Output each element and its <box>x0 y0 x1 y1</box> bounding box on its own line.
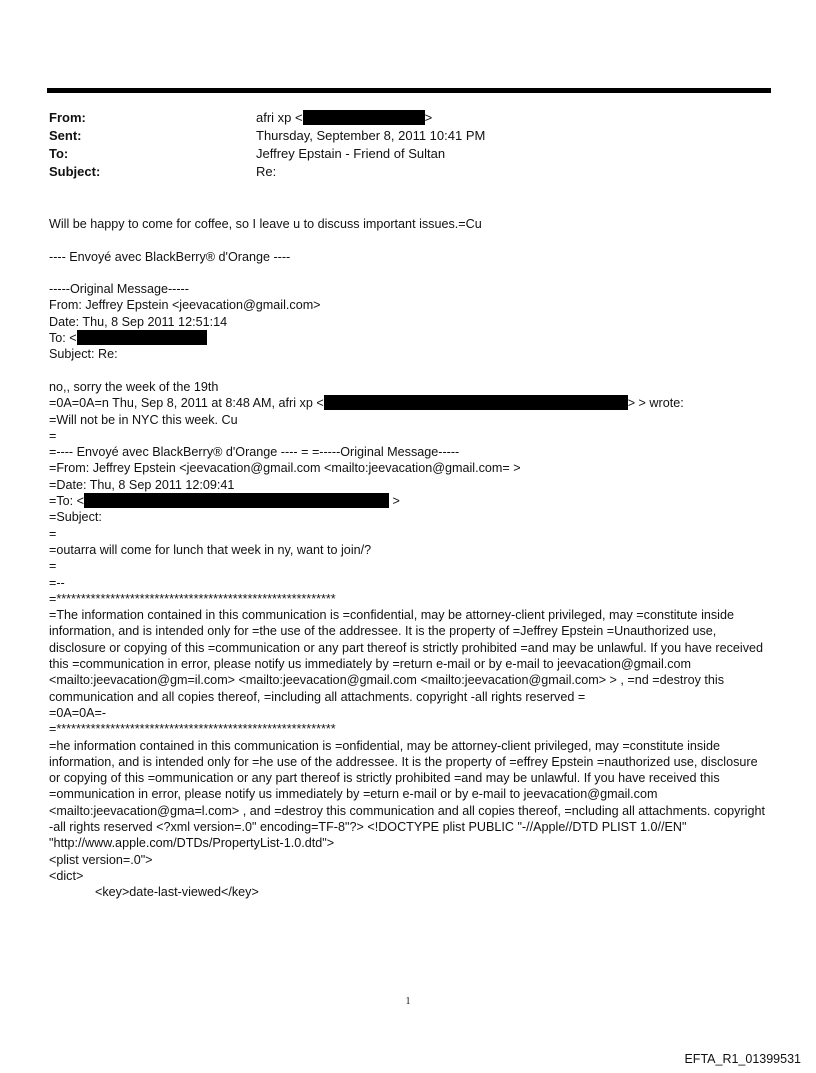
quoted-line: =outarra will come for lunch that week in ny, want to join/? <box>49 542 372 557</box>
original-to <box>49 330 771 346</box>
body-line: Will be happy to come for coffee, so I leave u to discuss important issues.=Cu <box>49 217 482 231</box>
original-message-header: -----Original Message----- <box>49 282 189 297</box>
header-rule <box>47 88 771 93</box>
separator-stars: =********************************************************* <box>49 722 336 737</box>
redaction-box <box>77 330 207 345</box>
disclaimer-text: =The information contained in this communication is =confidential, may be attorney-client privileged, may =constitute inside information, and is intended only for =the use of the addressee. It is the property of =Jeffrey Epstein =Unauthorized use, disclosure or copying of this =communication or any part thereof is strictly prohibited =and may be unlawful. If you have received this =communication in error, please notify us immediately by =return e-mail or by e-mail to jeevacation@gmail.com <mailto:jeevacation@gm=il.com> <mailto:jeevacation@gmail.com <mailto:jeevacation@gmail.com> > , =nd =destroy this communication and all copies thereof, =including all attachments. copyright -all rights reserved = <box>49 608 764 704</box>
signature-line: ---- Envoyé avec BlackBerry® d'Orange ---- <box>49 249 291 264</box>
sent-label: Sent: <box>49 128 82 143</box>
quoted-to-suffix: > <box>389 494 400 509</box>
quoted-line: =Will not be in NYC this week. Cu <box>49 412 238 427</box>
original-date: Date: Thu, 8 Sep 2011 12:51:14 <box>49 314 228 329</box>
original-subject: Subject: Re: <box>49 347 118 362</box>
original-to-text: To: < <box>49 331 77 346</box>
bates-number: EFTA_R1_01399531 <box>684 1052 801 1066</box>
page-number: 1 <box>405 996 411 1007</box>
from-close: > <box>424 110 433 125</box>
quote-attribution <box>49 395 771 411</box>
subject-label: Subject: <box>49 164 101 179</box>
separator-stars: =********************************************************* <box>49 591 336 606</box>
quoted-date: =Date: Thu, 8 Sep 2011 12:09:41 <box>49 477 235 492</box>
dict-line: <dict> <box>49 868 84 883</box>
quoted-to-prefix: =To: < <box>49 494 85 509</box>
quoted-line: = <box>49 526 57 541</box>
key-line: <key>date-last-viewed</key> <box>95 885 259 900</box>
subject-value: Re: <box>256 164 277 179</box>
reply-line: no,, sorry the week of the 19th <box>49 379 219 394</box>
quoted-line: =---- Envoyé avec BlackBerry® d'Orange ---- = =-----Original Message----- <box>49 445 460 460</box>
quoted-line: = <box>49 559 57 574</box>
quoted-to <box>49 493 771 509</box>
redaction-box <box>303 110 425 125</box>
quote-suffix: > > wrote: <box>627 396 684 411</box>
from-value <box>256 109 432 127</box>
to-value: Jeffrey Epstain - Friend of Sultan <box>256 146 446 161</box>
from-label: From: <box>49 110 86 125</box>
quote-prefix: =0A=0A=n Thu, Sep 8, 2011 at 8:48 AM, afri xp < <box>49 396 324 411</box>
quoted-line: =-- <box>49 575 65 590</box>
disclaimer-text: =he information contained in this communication is =onfidential, may be attorney-client privileged, may =constitute inside information, and is intended only for =he use of the addressee. It is the property of =effrey Epstein =nauthorized use, disclosure or copying of this =ommunication or any part thereof is strictly prohibited =and may be unlawful. If you have received this =ommunication in error, please notify us immediately by =eturn e-mail or by e-mail to jeevacation@gmail.com <mailto:jeevacation@gma=l.com> , and =destroy this communication and all copies thereof, =ncluding all attachments. copyright -all rights reserved <?xml version=.0" encoding=TF-8"?> <!DOCTYPE plist PUBLIC "-//Apple//DTD PLIST 1.0//EN" "http://www.apple.com/DTDs/PropertyList-1.0.dtd"> <box>49 738 765 851</box>
quoted-subject: =Subject: <box>49 510 102 525</box>
quoted-from: =From: Jeffrey Epstein <jeevacation@gmail.com <mailto:jeevacation@gmail.com= > <box>49 461 521 476</box>
original-from: From: Jeffrey Epstein <jeevacation@gmail.com> <box>49 298 321 313</box>
email-body <box>49 216 771 900</box>
redaction-box <box>324 395 628 410</box>
quoted-line: = <box>49 428 57 443</box>
to-label: To: <box>49 146 69 161</box>
quoted-line: =0A=0A=- <box>49 705 107 720</box>
from-name: afri xp < <box>256 110 303 125</box>
plist-line: <plist version=.0"> <box>49 852 153 867</box>
redaction-box <box>84 493 389 508</box>
sent-value: Thursday, September 8, 2011 10:41 PM <box>256 128 486 143</box>
